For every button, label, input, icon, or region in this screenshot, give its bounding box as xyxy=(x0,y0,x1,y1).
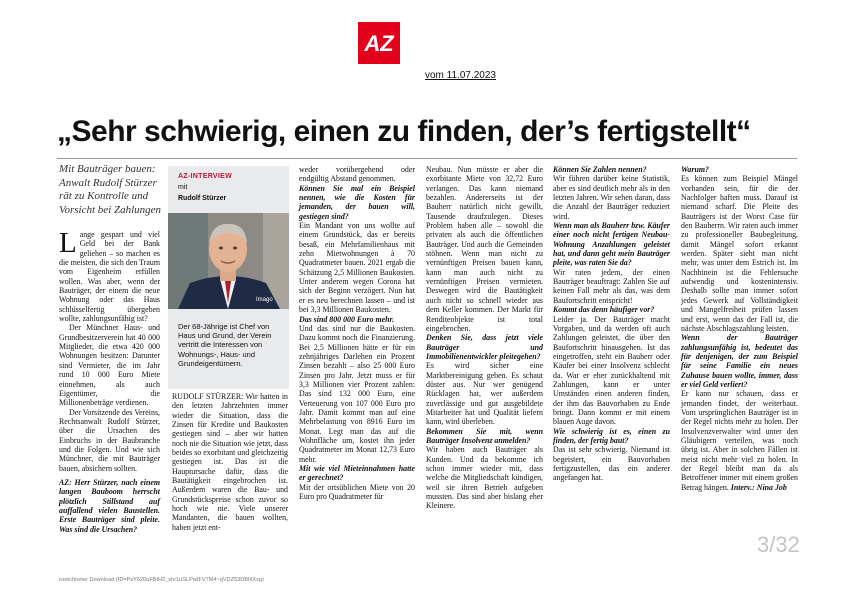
answer: Mit der ortsüblichen Miete von 20 Euro pro Quadratmeter für xyxy=(299,482,415,502)
portrait-photo xyxy=(168,213,289,309)
question: Warum? xyxy=(681,165,709,174)
column-5 xyxy=(553,165,670,483)
interviewer-signature: Interv.: Nina Job xyxy=(730,482,787,492)
headline-divider xyxy=(57,158,797,159)
page-number: 3/32 xyxy=(757,532,800,557)
intro-paragraph: Lange gespart und viel Geld bei der Bank geliehen – so machen es die meisten, die sich den Traum vom Eigenheim erfüllen wollen. Was aber, wenn der Bauträger, der einem die neue Wohnung oder das Haus schlüsselfertig übergeben wollte, zahlungsunfähig ist? xyxy=(59,227,160,324)
question: Kommt das denn häufiger vor? xyxy=(553,305,655,315)
question: Bekommen Sie mit, wenn Bauträger Insolvenz anmelden? xyxy=(426,426,543,445)
answer: Wir raten jedem, der einen Bauträger beauftragt: Zahlen Sie auf keinen Fall mehr als das, was dem Baufortschritt entspricht! xyxy=(553,267,670,305)
paragraph: Der Münchner Haus- und Grundbesitzerverein hat 40 000 Mitglieder, die etwa 420 000 Wohnungen besitzen: Darunter sind Vermieter, die im Jahr rund 10 000 Euro Miete einnehmen, als auch Eigentümer, die Millionenbeträge verdienen. xyxy=(59,323,160,408)
az-logo xyxy=(358,22,400,64)
answer: weder vorübergehend oder endgültig Abstand genommen. xyxy=(299,165,415,184)
photo-caption: Der 68-Jährige ist Chef von Haus und Grund, der Verein vertritt die Interessen von Wohnungs-, Haus- und Grundeigentümern. xyxy=(178,322,272,368)
question: Wenn man als Bauherr bzw. Käufer einer noch nicht fertigen Neubau-Wohnung Anzahlungen geleistet hat, und dann geht mein Bauträger pleite, was raten Sie da? xyxy=(553,221,670,268)
interview-mit: mit xyxy=(178,184,188,191)
article-headline: „Sehr schwierig, einen zu finden, der’s fertigstellt“ xyxy=(57,115,751,148)
question: Können Sie Zahlen nennen? xyxy=(553,165,647,174)
answer: Er kann nur schauen, dass er jemanden findet, der weiterbaut. Vom ursprünglichen Bauträger ist in der Regel nichts mehr zu holen. Der Insolvenzverwalter wird unter den Gläubigern verteilen, was noch übrig ist. Aber in solchen Fällen ist meist nicht mehr viel zu holen. In der Regel bleibt man da als Betroffener immer mit einem großen Betrag hängen. Interv.: Nina Job xyxy=(681,389,798,492)
column-4 xyxy=(426,165,543,511)
answer: Wir führen darüber keine Statistik, aber es sind deutlich mehr als in den letzten Jahren. Wir sehen daran, dass die Anzahl der Bauträger reduziert wird. xyxy=(553,174,670,221)
download-footer: nzeichneter Download (ID=PzY620uFBtH2_shr1uSLPwIFV7M4~qVDZ53DBhlXsg) xyxy=(59,577,264,583)
question: Wie schwierig ist es, einen zu finden, der fertig baut? xyxy=(553,426,670,445)
portrait-illustration xyxy=(168,213,289,309)
column-6 xyxy=(681,165,798,492)
answer: Ein Mandant von uns wollte auf einem Grundstück, das er bereits besaß, ein Mehrfamilienhaus mit zehn Mietwohnungen à 70 Quadratmeter bauen. 2021 ergab die Schätzung 2,5 Millionen Baukosten. Unter anderem wegen Corona hat sich der Beginn verzögert. Nun hat er es neu berechnen lassen – und ist bei 3,3 Millionen Baukosten. xyxy=(299,221,415,315)
article-dek: Mit Bauträger bauen: Anwalt Rudolf Stürzer rät zu Kontrolle und Vorsicht bei Zahlungen xyxy=(59,163,162,216)
column-1 xyxy=(59,227,160,534)
answer: RUDOLF STÜRZER: Wir hatten in den letzten Jahrzehnten immer wieder die Situation, dass die Zinsen für Kredite und Baukosten gestiegen sind – aber wir hatten noch nie die Situation wie jetzt, dass beides so exorbitant und gleichzeitig gestiegen ist. Das ist die Hauptursache dafür, dass die Bautätigkeit eingebrochen ist. Außerdem waren die Bau- und Grundstückspreise schon zuvor so hoch wie nie. Viele unserer Mandanten, die bauen wollten, haben jetzt ent- xyxy=(172,392,288,532)
publication-date[interactable]: vom 11.07.2023 xyxy=(425,70,496,81)
photo-credit: Imago xyxy=(256,297,273,303)
interview-kicker: AZ-INTERVIEW xyxy=(178,173,233,180)
question: Können Sie mal ein Beispiel nennen, wie die Kosten für jemanden, der bauen will, gestiegen sind? xyxy=(299,183,415,221)
question: Wenn der Bauträger zahlungsunfähig ist, bedeutet das für denjenigen, der zum Beispiel für seine Familie ein neues Zuhause bauen wollte, immer, dass er viel Geld verliert? xyxy=(681,333,798,389)
answer: Neubau. Nun müsste er aber die exorbitante Miete von 32,72 Euro verlangen. Das kann niemand bezahlen. Andererseits ist der Bauherr natürlich nicht gewillt, Tausende draufzulegen. Dieses Problem haben alle – sowohl die privaten als auch die öffentlichen Bauträger. Und auch die Gemeinden stöhnen. Wenn man nicht zu vernünftigen Preisen bauen kann, kann man auch nicht zu vernünftigen Preisen vermieten. Deswegen wird die Bautätigkeit auch nicht so schnell wieder aus dem Keller kommen. Der Markt für Renditeobjekte ist total eingebrochen. xyxy=(426,165,543,333)
paragraph: Der Vorsitzende des Vereins, Rechtsanwalt Rudolf Stürzer, über die Ursachen des Einbruchs in der Baubranche und die Folgen. Und wie sich Münchner, die mit Bauträger bauen, absichern sollten. xyxy=(59,407,160,473)
answer: Wir haben auch Bauträger als Kunden. Und da bekomme ich schon immer wieder mit, dass welche die Mitgliedschaft kündigen, weil sie ihren Betrieb aufgeben mussten. Das sind aber bislang eher Kleinere. xyxy=(426,445,543,511)
answer: Es können zum Beispiel Mängel vorhanden sein, für die der Nachfolger haften muss. Darauf ist niemand scharf. Die Pleite des Bauträgers ist der Worst Case für den Bauherrn. Wir raten auch immer zu professioneller Baubegleitung, damit Mängel sofort erkannt werden. Später sieht man nicht mehr, was unter dem Estrich ist. Im Nachhinein ist die Fehlersuche aufwendig und kostenintensiv. Deshalb sollte man immer sofort jedes Gewerk auf Vollständigkeit und Mangelfreiheit prüfen lassen und erst, wenn das der Fall ist, die nächste Abschlagszahlung leisten. xyxy=(681,174,798,333)
svg-text:AZ: AZ xyxy=(364,31,394,56)
answer: Das ist sehr schwierig. Niemand ist begeistert, ein Bauvorhaben fertigzustellen, das ein anderer angefangen hat. xyxy=(553,445,670,483)
answer: Es wird sicher eine Marktbereinigung geben. Es schaut düster aus. Nur wer genügend Rücklagen hat, wer außerdem zuverlässige und gut ausgebildete Mitarbeiter hat und Qualität liefern kann, wird überleben. xyxy=(426,361,543,427)
question: AZ: Herr Stürzer, nach einem langen Bauboom herrscht plötzlich Stillstand auf auffallend vielen Baustellen. Erste Bauträger sind pleite. Was sind die Ursachen? xyxy=(59,477,160,534)
question: Mit wie viel Mieteinnahmen hatte er gerechnet? xyxy=(299,464,415,483)
answer: Leider ja. Der Bauträger macht Vorgaben, und da werden oft auch Zahlungen geleistet, die über den Baufortschritt hinausgehen. Ist das eingetroffen, steht ein Bauherr oder Käufer bei einer Insolvenz schlecht da. War er eher zurückhaltend mit Zahlungen, kann er unter Umständen einen anderen finden, der ihm das Bauvorhaben zu Ende bringt. Dann kommt er mit einem blauen Auge davon. xyxy=(553,314,670,427)
dropcap: L xyxy=(59,227,77,259)
column-2 xyxy=(172,392,288,532)
column-3 xyxy=(299,165,415,501)
interviewee-name: Rudolf Stürzer xyxy=(178,195,227,202)
answer: Und das sind nur die Baukosten. Dazu kommt noch die Finanzierung. Bei 2,5 Millionen hätte er für ein zehnjähriges Darlehen ein Prozent Zinsen bezahlt – also 25 000 Euro Zinsen pro Jahr. Jetzt muss er für 3,3 Millionen vier Prozent zahlen: Das sind 132 000 Euro, eine Verteuerung von 107 000 Euro pro Jahr. Damit kommt man auf eine Mehrbelastung von 8916 Euro im Monat. Legt man das auf die Wohnfläche um, kostet ihn jeder Quadratmeter im Monat 12,73 Euro mehr. xyxy=(299,323,415,464)
question: Das sind 800 000 Euro mehr. xyxy=(299,314,395,324)
question: Denken Sie, dass jetzt viele Bauträger und Immobilienentwickler pleitegehen? xyxy=(426,333,543,361)
az-logo-mark xyxy=(360,24,398,62)
